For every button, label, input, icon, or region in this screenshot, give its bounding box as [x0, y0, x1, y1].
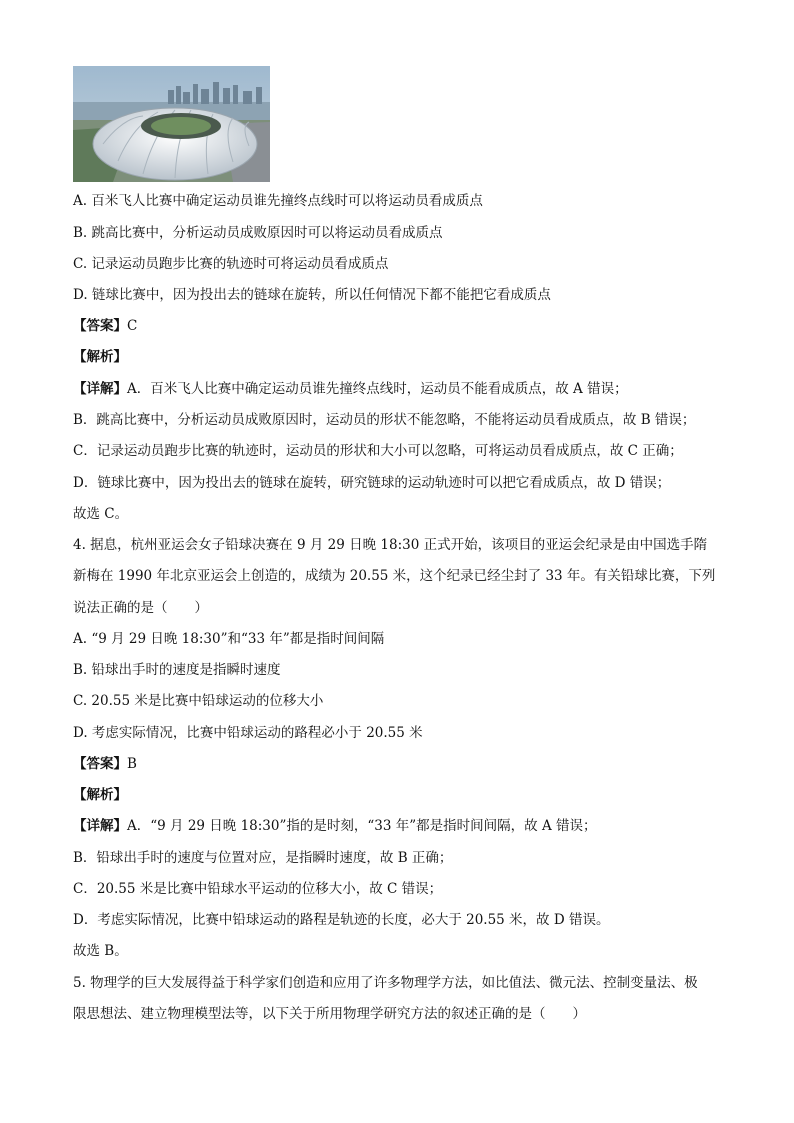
q4-stem-line-3: 说法正确的是（ ） — [73, 600, 208, 616]
q3-option-b: B. 跳高比赛中，分析运动员成败原因时可以将运动员看成质点 — [73, 225, 443, 241]
q4-option-d: D. 考虑实际情况，比赛中铅球运动的路程必小于 20.55 米 — [73, 725, 423, 741]
q3-option-c: C. 记录运动员跑步比赛的轨迹时可将运动员看成质点 — [73, 256, 389, 272]
q4-option-a: A. “9 月 29 日晚 18:30”和“33 年”都是指时间间隔 — [73, 631, 385, 647]
detail-text: A．“9 月 29 日晚 18:30”指的是时刻，“33 年”都是指时间间隔，故 A 错误； — [127, 818, 597, 834]
answer-label: 【答案】 — [73, 318, 127, 334]
q4-detail-d: D．考虑实际情况，比赛中铅球运动的路程是轨迹的长度，必大于 20.55 米，故 D 错误。 — [73, 912, 610, 928]
q4-detail-b: B．铅球出手时的速度与位置对应，是指瞬时速度，故 B 正确； — [73, 850, 453, 866]
q4-answer — [73, 756, 137, 772]
answer-value: B — [127, 756, 137, 772]
stadium-photo — [73, 66, 270, 182]
detail-label: 【详解】 — [73, 818, 127, 834]
stadium-illustration — [73, 66, 270, 182]
q4-stem-line-1: 4. 据息，杭州亚运会女子铅球决赛在 9 月 29 日晚 18:30 正式开始，该项目的亚运会纪录是由中国选手隋 — [73, 537, 708, 553]
q5-stem-line-2: 限思想法、建立物理模型法等，以下关于所用物理学研究方法的叙述正确的是（ ） — [73, 1006, 586, 1022]
q3-conclusion: 故选 C。 — [73, 506, 129, 522]
q3-option-d: D. 链球比赛中，因为投出去的链球在旋转，所以任何情况下都不能把它看成质点 — [73, 287, 551, 303]
q3-detail-c: C．记录运动员跑步比赛的轨迹时，运动员的形状和大小可以忽略，可将运动员看成质点，故 C 正确； — [73, 443, 683, 459]
q4-detail-a — [73, 818, 597, 834]
q3-analysis-label: 【解析】 — [73, 349, 127, 365]
detail-text: A．百米飞人比赛中确定运动员谁先撞终点线时，运动员不能看成质点，故 A 错误； — [127, 381, 628, 397]
q3-option-a: A. 百米飞人比赛中确定运动员谁先撞终点线时可以将运动员看成质点 — [73, 193, 483, 209]
q3-detail-b: B．跳高比赛中，分析运动员成败原因时，运动员的形状不能忽略，不能将运动员看成质点，故 B 错误； — [73, 412, 696, 428]
q4-option-c: C. 20.55 米是比赛中铅球运动的位移大小 — [73, 693, 324, 709]
q4-conclusion: 故选 B。 — [73, 943, 128, 959]
answer-label: 【答案】 — [73, 756, 127, 772]
q4-stem-line-2: 新梅在 1990 年北京亚运会上创造的，成绩为 20.55 米，这个纪录已经尘封了 33 年。有关铅球比赛，下列 — [73, 568, 716, 584]
q4-detail-c: C．20.55 米是比赛中铅球水平运动的位移大小，故 C 错误； — [73, 881, 443, 897]
answer-value: C — [127, 318, 138, 334]
q4-analysis-label: 【解析】 — [73, 787, 127, 803]
detail-label: 【详解】 — [73, 381, 127, 397]
q3-detail-d: D．链球比赛中，因为投出去的链球在旋转，研究链球的运动轨迹时可以把它看成质点，故 D 错误； — [73, 475, 671, 491]
q4-option-b: B. 铅球出手时的速度是指瞬时速度 — [73, 662, 281, 678]
q3-detail-a — [73, 381, 628, 397]
q5-stem-line-1: 5. 物理学的巨大发展得益于科学家们创造和应用了许多物理学方法，如比值法、微元法、控制变量法、极 — [73, 975, 698, 991]
q3-answer — [73, 318, 137, 334]
